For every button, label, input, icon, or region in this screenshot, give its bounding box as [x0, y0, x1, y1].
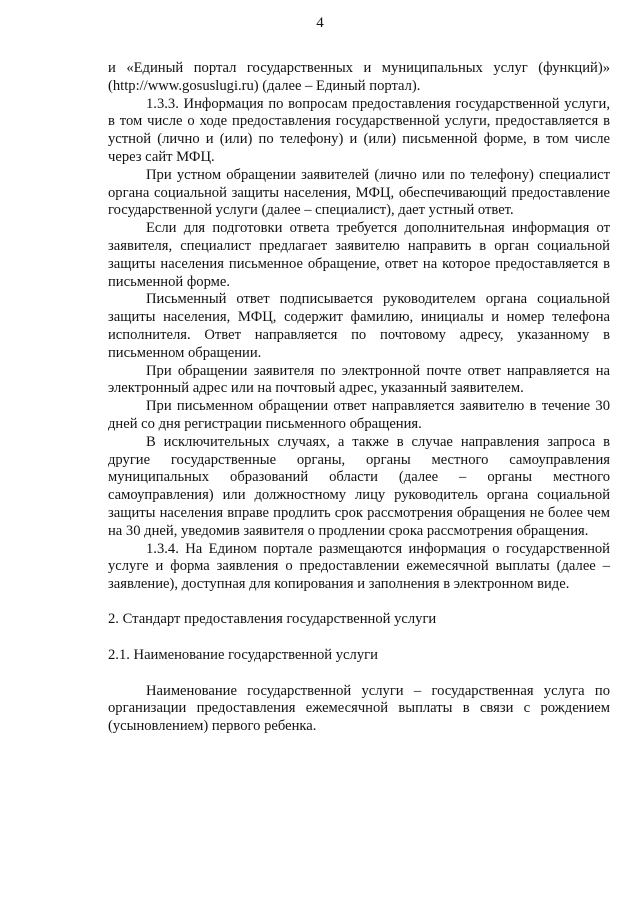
- paragraph-written-answer: Письменный ответ подписывается руководителем органа социальной защиты населения, МФЦ, содержит фамилию, инициалы и номер телефона исполнителя. Ответ направляется по почтовому адресу, указанному в письменном обращении.: [108, 291, 610, 361]
- subsection-heading: 2.1. Наименование государственной услуги: [108, 646, 378, 663]
- paragraph-1-3-3: 1.3.3. Информация по вопросам предоставления государственной услуги, в том числе о ходе предоставления государственной услуги, предоставляется в устной (лично и (или) по телефону) и (или) письменной форме, в том числе через сайт МФЦ.: [108, 95, 610, 165]
- paragraph-portal-continuation: и «Единый портал государственных и муниципальных услуг (функций)» (http://www.gosuslugi.ru) (далее – Единый портал).: [108, 60, 610, 94]
- paragraph-exceptional-cases: В исключительных случаях, а также в случае направления запроса в другие государственные органы, органы местного самоуправления муниципальных образований области (далее – органы местного самоуправления) или должностному лицу руководитель органа социальной защиты населения вправе продлить срок рассмотрения обращения не более чем на 30 дней, уведомив заявителя о продлении срока рассмотрения обращения.: [108, 433, 610, 539]
- paragraph-oral-request: При устном обращении заявителей (лично или по телефону) специалист органа социальной защиты населения, МФЦ, обеспечивающий предоставление государственной услуги (далее – специалист), дает устный ответ.: [108, 166, 610, 219]
- paragraph-1-3-4: 1.3.4. На Едином портале размещаются информация о государственной услуге и форма заявления о предоставлении ежемесячной выплаты (далее – заявление), доступная для копирования и заполнения в электронном виде.: [108, 540, 610, 593]
- page-number: 4: [316, 15, 324, 31]
- paragraph-written-request-deadline: При письменном обращении ответ направляется заявителю в течение 30 дней со дня регистрации письменного обращения.: [108, 398, 610, 432]
- page-content: [108, 60, 610, 736]
- paragraph-email-request: При обращении заявителя по электронной почте ответ направляется на электронный адрес или на почтовый адрес, указанный заявителем.: [108, 362, 610, 397]
- paragraph-additional-info: Если для подготовки ответа требуется дополнительная информация от заявителя, специалист предлагает заявителю направить в орган социальной защиты населения письменное обращение, ответ на которое предоставляется в письменной форме.: [108, 220, 610, 290]
- paragraph-service-name: Наименование государственной услуги – государственная услуга по организации предоставления ежемесячной выплаты в связи с рождением (усыновлением) первого ребенка.: [108, 682, 610, 735]
- section-heading: 2. Стандарт предоставления государственной услуги: [108, 610, 437, 627]
